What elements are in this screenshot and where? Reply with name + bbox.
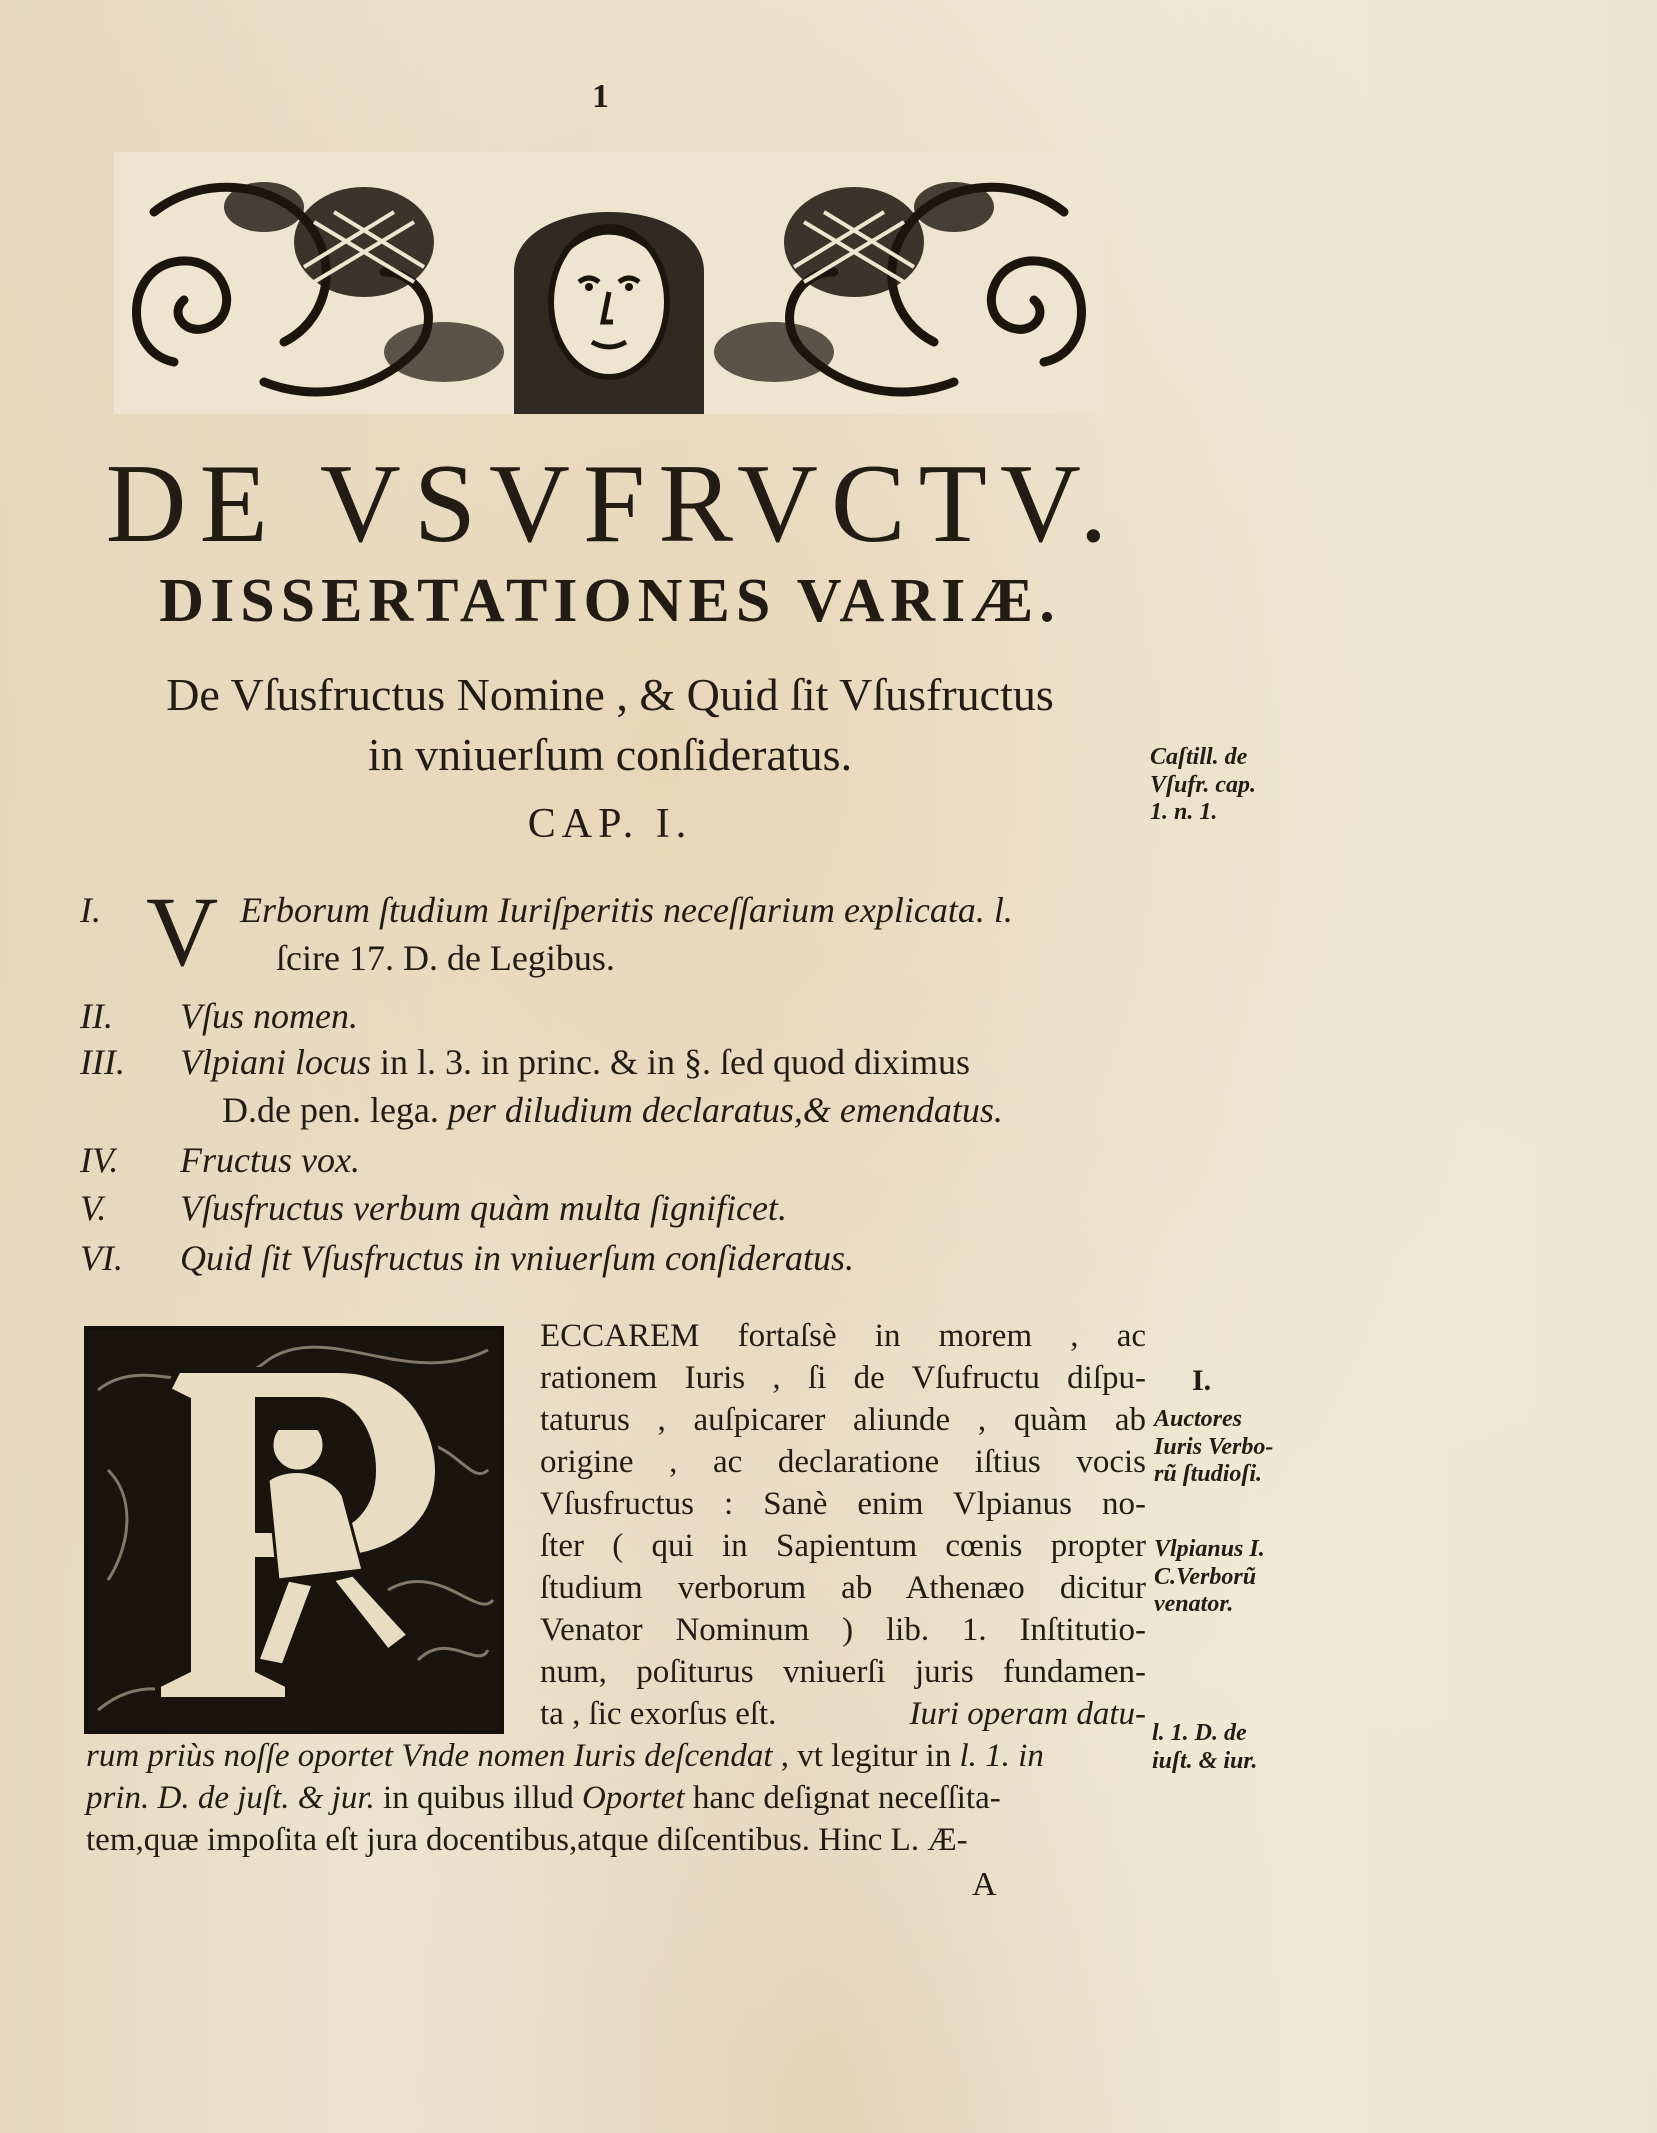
- chapter-heading-line1: De Vſusfructus Nomine , & Quid ſit Vſusfructus: [166, 669, 1054, 720]
- body-line: Venator Nominum ) lib. 1. Inſtitutio-: [540, 1612, 1146, 1648]
- summary-item: [80, 1238, 854, 1279]
- headpiece-ornament-icon: [114, 152, 1104, 414]
- body-line: [86, 1782, 1146, 1815]
- title-main: DE VSVFRVCTV.: [105, 442, 1121, 566]
- body-line: ſtudium verborum ab Athenæo dicitur: [540, 1570, 1146, 1606]
- body-line-italic: prin. D. de juſt. & jur.: [86, 1780, 375, 1816]
- summary-number: II.: [80, 996, 113, 1036]
- body-line: [86, 1740, 1146, 1773]
- body-line: rationem Iuris , ſi de Vſufructu diſpu-: [540, 1360, 1146, 1396]
- body-line: taturus , auſpicarer aliunde , quàm ab: [540, 1402, 1146, 1438]
- initial-p-icon: [84, 1326, 504, 1734]
- summary-continuation: ſcire 17. D. de Legibus.: [276, 938, 615, 978]
- summary-number: IV.: [80, 1140, 119, 1180]
- body-line-italic: Oportet: [581, 1780, 685, 1816]
- margin-note-line: 1. n. 1.: [1150, 799, 1218, 826]
- margin-note-line: iuſt. & iur.: [1152, 1747, 1258, 1774]
- summary-number: I.: [80, 890, 101, 930]
- body-line: Vſusfructus : Sanè enim Vlpianus no-: [540, 1486, 1146, 1522]
- summary-number: VI.: [80, 1238, 123, 1278]
- title-sub: DISSERTATIONES VARIÆ.: [159, 567, 1061, 635]
- summary-text: Vſusfructus verbum quàm multa ſignificet.: [180, 1188, 787, 1228]
- body-line: origine , ac declaratione iſtius vocis: [540, 1444, 1146, 1480]
- margin-note-number: [1192, 1364, 1211, 1399]
- summary-text: Quid ſit Vſusfructus in vniuerſum conſideratus.: [180, 1238, 854, 1278]
- margin-note-line: Caſtill. de: [1150, 744, 1248, 770]
- margin-note-line: C.Verborũ: [1154, 1563, 1257, 1590]
- margin-note-line: I.: [1192, 1364, 1212, 1397]
- summary-text: Fructus vox.: [180, 1140, 360, 1180]
- body-line-italic: Iuri operam datu-: [909, 1696, 1146, 1732]
- margin-note-line: Iuris Verbo-: [1154, 1433, 1274, 1460]
- summary-item: [80, 996, 358, 1037]
- summary-text: Erborum ſtudium Iuriſperitis neceſſarium explicata. l.: [240, 890, 1013, 930]
- page-number: 1: [592, 78, 609, 115]
- body-line-text: hanc deſignat neceſſita-: [684, 1780, 1001, 1816]
- summary-text-italic: Vlpiani locus: [180, 1042, 371, 1082]
- summary-item: [80, 1042, 970, 1083]
- body-line-text: , vt legitur in: [772, 1738, 960, 1774]
- margin-note-line: venator.: [1154, 1591, 1234, 1618]
- body-line: num, poſiturus vniuerſi juris fundamen-: [540, 1654, 1146, 1690]
- margin-note: [1150, 744, 1256, 827]
- body-line-italic: l. 1. in: [959, 1738, 1044, 1774]
- margin-note-line: Vſufr. cap.: [1150, 771, 1257, 798]
- summary-cont-italic: per diludium declaratus,& emendatus.: [447, 1090, 1003, 1130]
- body-line: [540, 1698, 1146, 1731]
- summary-text: in l. 3. in princ. & in §. ſed quod diximus: [371, 1042, 970, 1082]
- margin-note: [1152, 1720, 1257, 1775]
- chapter-heading-line2: in vniuerſum conſideratus.: [367, 729, 853, 780]
- body-line-text: in quibus illud: [374, 1780, 582, 1816]
- body-line: ECCAREM fortaſsè in morem , ac: [540, 1318, 1146, 1354]
- body-line: tem,quæ impoſita eſt jura docentibus,atque diſcentibus. Hinc L. Æ-: [86, 1822, 968, 1858]
- summary-number: V.: [80, 1188, 107, 1228]
- margin-note-line: l. 1. D. de: [1152, 1720, 1247, 1746]
- summary-cont-plain: D.de pen. lega.: [222, 1090, 448, 1130]
- body-line-text: ta , ſic exorſus eſt.: [540, 1696, 777, 1732]
- summary-number: III.: [80, 1042, 125, 1082]
- body-line-italic: rum priùs noſſe oportet Vnde nomen Iuris deſcendat: [86, 1738, 773, 1774]
- margin-note-line: Auctores: [1154, 1406, 1243, 1432]
- summary-item: [80, 1188, 787, 1229]
- margin-note-line: rũ ſtudioſi.: [1154, 1461, 1263, 1488]
- chapter-label: CAP. I.: [527, 801, 693, 847]
- summary-continuation: [222, 1090, 1003, 1131]
- signature-mark: A: [972, 1866, 997, 1903]
- summary-text: Vſus nomen.: [180, 996, 358, 1036]
- margin-note: [1154, 1536, 1265, 1619]
- margin-note: [1154, 1406, 1273, 1489]
- margin-note-line: Vlpianus I.: [1154, 1536, 1265, 1562]
- summary-initial: V: [146, 876, 219, 987]
- summary-item: [80, 1140, 360, 1181]
- body-line: ſter ( qui in Sapientum cœnis propter: [540, 1528, 1146, 1564]
